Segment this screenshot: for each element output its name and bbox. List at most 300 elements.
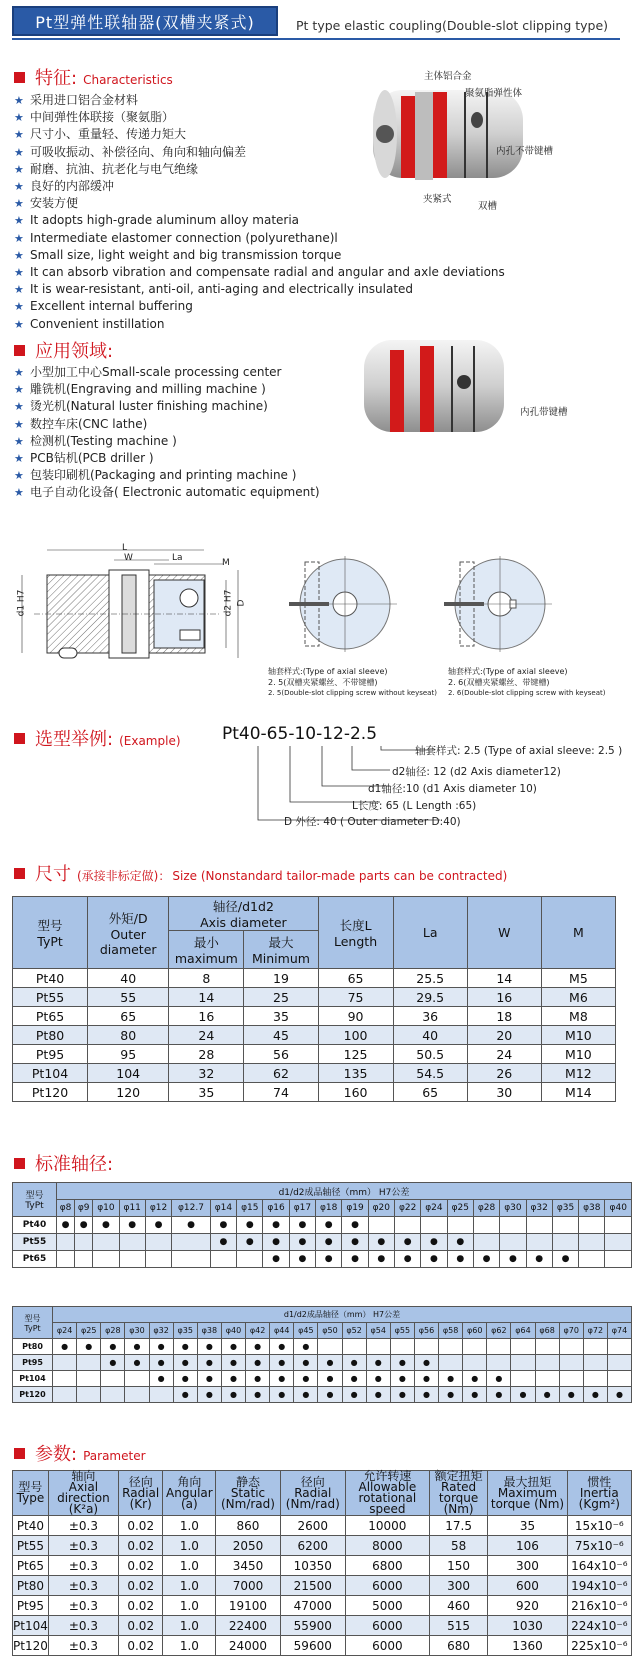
bore-available-dot: ● — [221, 1371, 245, 1387]
bore-cell — [463, 1339, 487, 1355]
bore-available-dot: ● — [149, 1355, 173, 1371]
table-row — [13, 1371, 632, 1387]
bore-cell — [526, 1217, 552, 1234]
bore-available-dot: ● — [77, 1339, 101, 1355]
table-cell: M10 — [541, 1045, 615, 1064]
dim-d1: d1 H7 — [16, 589, 27, 617]
list-item-text: Small size, light weight and big transmission torque — [30, 247, 342, 262]
star-icon: ★ — [14, 400, 24, 414]
bore-cell — [53, 1371, 77, 1387]
example-heading — [14, 725, 181, 751]
bore-available-dot: ● — [93, 1217, 119, 1234]
bore-available-dot: ● — [221, 1387, 245, 1403]
bore-cell — [535, 1339, 559, 1355]
star-icon: ★ — [14, 266, 24, 280]
table-cell: 65 — [393, 1083, 467, 1102]
bore-cell — [535, 1355, 559, 1371]
list-item-text: 尺寸小、重量轻、传递力矩大 — [30, 127, 187, 142]
star-icon: ★ — [14, 469, 24, 483]
star-icon: ★ — [14, 231, 24, 245]
sleeve-diagram-2-6 — [440, 556, 560, 656]
table-cell: ±0.3 — [48, 1616, 118, 1636]
header-en: Allowable rotational speed — [358, 1480, 417, 1516]
table-cell: M10 — [541, 1026, 615, 1045]
dimensions-note-en: Size (Nonstandard tailor-made parts can be contracted) — [172, 869, 508, 883]
header-en: Axial direction (K²a) — [57, 1480, 110, 1516]
bore-col-header: φ72 — [583, 1323, 607, 1339]
table-cell: 2050 — [216, 1536, 280, 1556]
bore-available-dot: ● — [294, 1339, 318, 1355]
header-en: Type — [16, 1491, 45, 1505]
table-cell: 2600 — [280, 1516, 345, 1536]
list-item — [14, 450, 320, 467]
bore-cell — [552, 1234, 578, 1251]
table-cell: 8000 — [345, 1536, 429, 1556]
table-cell: 80 — [88, 1026, 169, 1045]
bore-cell — [439, 1339, 463, 1355]
table-cell: 224x10⁻⁶ — [567, 1616, 631, 1636]
header-cn: 额定扭矩 — [434, 1469, 483, 1483]
header-cn: 外矩/D — [108, 910, 148, 926]
bore-col-header: φ25 — [447, 1200, 473, 1217]
table-cell: 515 — [429, 1616, 487, 1636]
bore-available-dot: ● — [263, 1234, 289, 1251]
bore-available-dot: ● — [197, 1339, 221, 1355]
bore-available-dot: ● — [210, 1234, 236, 1251]
bore-available-dot: ● — [246, 1371, 270, 1387]
col-max — [244, 931, 318, 969]
bore-available-dot: ● — [487, 1371, 511, 1387]
bore-available-dot: ● — [607, 1387, 631, 1403]
header-cn: 最小 — [193, 935, 219, 950]
table-cell: 6000 — [345, 1616, 429, 1636]
title-divider — [12, 38, 620, 40]
table-cell: 56 — [244, 1045, 318, 1064]
bore-available-dot: ● — [210, 1217, 236, 1234]
table-row — [13, 1387, 632, 1403]
header-en: maximum — [174, 951, 238, 966]
list-item-text: Intermediate elastomer connection (polyurethane)l — [30, 230, 338, 245]
bore-available-dot: ● — [447, 1234, 473, 1251]
bore-cell — [439, 1355, 463, 1371]
bore-cell — [394, 1217, 420, 1234]
col-model — [13, 1183, 57, 1217]
table-cell: 24 — [467, 1045, 541, 1064]
bore-cell — [237, 1251, 263, 1268]
bore-available-dot: ● — [366, 1355, 390, 1371]
list-item — [14, 212, 505, 229]
row-model: Pt95 — [13, 1355, 53, 1371]
star-icon: ★ — [14, 486, 24, 500]
header-cn: 轴径/d1d2 — [212, 899, 274, 914]
bore-col-header: φ9 — [75, 1200, 93, 1217]
table-row — [13, 969, 616, 988]
table-cell: ±0.3 — [48, 1636, 118, 1656]
table-cell: 1.0 — [163, 1596, 216, 1616]
list-item — [14, 281, 505, 298]
table-cell: 125 — [318, 1045, 393, 1064]
table-cell: Pt40 — [13, 969, 88, 988]
bore-col-header: φ35 — [552, 1200, 578, 1217]
bores-header-2: d1/d2成品轴径（mm） H7公差 — [53, 1307, 632, 1323]
bore-cell — [607, 1371, 631, 1387]
bore-available-dot: ● — [101, 1339, 125, 1355]
table-row — [13, 1536, 632, 1556]
bore-available-dot: ● — [246, 1355, 270, 1371]
star-icon: ★ — [14, 283, 24, 297]
bore-col-header: φ10 — [93, 1200, 119, 1217]
bores-title: 标准轴径: — [35, 1154, 114, 1175]
table-cell: 6800 — [345, 1556, 429, 1576]
bore-col-header: φ64 — [511, 1323, 535, 1339]
table-cell: 7000 — [216, 1576, 280, 1596]
table-row — [13, 1064, 616, 1083]
page-subtitle: Pt type elastic coupling(Double-slot clipping type) — [296, 18, 609, 33]
bore-available-dot: ● — [552, 1251, 578, 1268]
coupling-image-middle — [360, 336, 510, 436]
list-item-text: Excellent internal buffering — [30, 299, 193, 314]
bore-cell — [487, 1339, 511, 1355]
table-cell: 95 — [88, 1045, 169, 1064]
table-row — [13, 1007, 616, 1026]
table-cell: 1.0 — [163, 1576, 216, 1596]
table-cell: 62 — [244, 1064, 318, 1083]
bore-available-dot: ● — [368, 1251, 394, 1268]
bore-cell — [500, 1217, 526, 1234]
col-model — [13, 1307, 53, 1339]
table-cell: 120 — [88, 1083, 169, 1102]
header-en: Maximum torque (Nm) — [490, 1485, 565, 1511]
bore-cell — [511, 1371, 535, 1387]
param-col-header — [567, 1471, 631, 1516]
application-heading — [14, 337, 113, 363]
bore-cell — [583, 1355, 607, 1371]
bore-available-dot: ● — [342, 1371, 366, 1387]
star-icon: ★ — [14, 434, 24, 448]
dim-d2: d2 H7 — [223, 589, 234, 617]
star-icon: ★ — [14, 180, 24, 194]
bore-available-dot: ● — [500, 1251, 526, 1268]
bore-col-header: φ58 — [439, 1323, 463, 1339]
bore-available-dot: ● — [559, 1387, 583, 1403]
table-cell: ±0.3 — [48, 1516, 118, 1536]
table-cell: 36 — [393, 1007, 467, 1026]
example-title: 选型举例: — [35, 729, 114, 750]
list-item — [14, 416, 320, 433]
bore-cell — [149, 1387, 173, 1403]
list-item — [14, 467, 320, 484]
param-col-header — [163, 1471, 216, 1516]
list-item-text: Convenient instillation — [30, 316, 165, 331]
bore-col-header: φ40 — [221, 1323, 245, 1339]
sleeve-caption-line: 2. 5(Double-slot clipping screw without keyseat) — [268, 689, 437, 697]
list-item-text: 电子自动化设备( Electronic automatic equipment) — [30, 485, 320, 500]
table-cell: M12 — [541, 1064, 615, 1083]
dim-W: W — [124, 553, 133, 563]
bore-cell — [172, 1251, 211, 1268]
header-cn: 角向 — [177, 1474, 202, 1489]
table-cell: 160 — [318, 1083, 393, 1102]
header-cn: 径向 — [300, 1474, 325, 1489]
table-cell: 54.5 — [393, 1064, 467, 1083]
bores-heading — [14, 1150, 113, 1176]
header-en: Radial (Nm/rad) — [285, 1485, 340, 1511]
list-item — [14, 298, 505, 315]
bore-cell — [559, 1355, 583, 1371]
bore-cell — [607, 1339, 631, 1355]
param-col-header — [429, 1471, 487, 1516]
bore-col-header: φ70 — [559, 1323, 583, 1339]
bore-col-header: φ55 — [390, 1323, 414, 1339]
header-en: Radial (Kr) — [122, 1485, 160, 1511]
bore-cell — [210, 1251, 236, 1268]
list-item — [14, 247, 505, 264]
bore-available-dot: ● — [289, 1217, 315, 1234]
bore-available-dot: ● — [526, 1251, 552, 1268]
table-row — [13, 1576, 632, 1596]
table-row — [13, 1083, 616, 1102]
callout-elastomer: 聚氨脂弹性体 — [465, 88, 523, 99]
bore-cell — [559, 1371, 583, 1387]
bore-available-dot: ● — [270, 1371, 294, 1387]
table-cell: 35 — [244, 1007, 318, 1026]
table-cell: 1.0 — [163, 1556, 216, 1576]
bore-cell — [583, 1371, 607, 1387]
bore-available-dot: ● — [318, 1387, 342, 1403]
table-cell: 225x10⁻⁶ — [567, 1636, 631, 1656]
bore-available-dot: ● — [149, 1371, 173, 1387]
table-cell: 216x10⁻⁶ — [567, 1596, 631, 1616]
callout-slot: 双槽 — [478, 201, 498, 212]
col-min — [169, 931, 244, 969]
table-cell: 20 — [467, 1026, 541, 1045]
bore-col-header: φ50 — [318, 1323, 342, 1339]
bore-cell — [607, 1355, 631, 1371]
param-col-header — [488, 1471, 567, 1516]
list-item — [14, 316, 505, 333]
sleeve-caption-2-5 — [268, 666, 437, 699]
section-marker — [14, 345, 25, 356]
list-item-text: 雕铣机(Engraving and milling machine ) — [30, 382, 266, 397]
bore-cell — [75, 1251, 93, 1268]
table-cell: Pt95 — [13, 1596, 49, 1616]
star-icon: ★ — [14, 214, 24, 228]
bore-available-dot: ● — [237, 1217, 263, 1234]
dimensions-note-cn: (承接非标定做)： — [77, 869, 171, 883]
section-marker — [14, 733, 25, 744]
bore-available-dot: ● — [366, 1387, 390, 1403]
table-cell: Pt55 — [13, 1536, 49, 1556]
table-cell: Pt55 — [13, 988, 88, 1007]
header-cn: 静态 — [235, 1474, 260, 1489]
bore-cell — [53, 1355, 77, 1371]
table-row — [13, 1636, 632, 1656]
bore-available-dot: ● — [414, 1387, 438, 1403]
table-cell: 22400 — [216, 1616, 280, 1636]
params-heading — [14, 1440, 146, 1466]
table-cell: 14 — [169, 988, 244, 1007]
table-cell: M6 — [541, 988, 615, 1007]
bore-cell — [487, 1355, 511, 1371]
bore-col-header: φ32 — [149, 1323, 173, 1339]
table-row — [13, 1516, 632, 1536]
table-cell: 150 — [429, 1556, 487, 1576]
list-item-text: It adopts high-grade aluminum alloy materia — [30, 213, 300, 228]
bore-col-header: φ25 — [77, 1323, 101, 1339]
dimensions-heading — [14, 860, 507, 886]
bore-available-dot: ● — [316, 1217, 342, 1234]
table-cell: 0.02 — [118, 1636, 163, 1656]
list-item-text: 安装方便 — [30, 196, 79, 211]
bore-cell — [145, 1234, 171, 1251]
bore-available-dot: ● — [246, 1387, 270, 1403]
header-en: Static (Nm/rad) — [220, 1485, 275, 1511]
section-marker — [14, 1158, 25, 1169]
header-en: TyPt — [24, 1323, 41, 1333]
param-col-header — [13, 1471, 49, 1516]
table-cell: 0.02 — [118, 1516, 163, 1536]
application-title: 应用领域: — [35, 341, 114, 362]
bore-col-header: φ24 — [53, 1323, 77, 1339]
page-title: Pt型弹性联轴器(双槽夹紧式) — [12, 6, 278, 36]
table-cell: 19100 — [216, 1596, 280, 1616]
callout-keyseat: 内孔带键槽 — [520, 407, 568, 418]
bore-col-header: φ35 — [173, 1323, 197, 1339]
bore-available-dot: ● — [342, 1217, 368, 1234]
bore-col-header: φ18 — [316, 1200, 342, 1217]
bore-cell — [473, 1217, 499, 1234]
header-en: Rated torque (Nm) — [438, 1480, 479, 1516]
table-row — [13, 1556, 632, 1576]
table-cell: 30 — [467, 1083, 541, 1102]
table-row — [13, 1339, 632, 1355]
table-cell: 16 — [169, 1007, 244, 1026]
bore-available-dot: ● — [145, 1217, 171, 1234]
param-col-header — [48, 1471, 118, 1516]
bore-available-dot: ● — [421, 1234, 447, 1251]
bore-available-dot: ● — [439, 1371, 463, 1387]
header-en: Inertia (Kgm²) — [578, 1485, 620, 1511]
bore-cell — [526, 1234, 552, 1251]
table-cell: 17.5 — [429, 1516, 487, 1536]
example-note-sleeve: 轴套样式: 2.5 (Type of axial sleeve: 2.5 ) — [415, 745, 623, 757]
table-cell: 65 — [88, 1007, 169, 1026]
bore-cell — [579, 1251, 605, 1268]
bore-available-dot: ● — [197, 1387, 221, 1403]
table-cell: ±0.3 — [48, 1536, 118, 1556]
col-outer — [88, 897, 169, 969]
bore-cell — [77, 1355, 101, 1371]
star-icon: ★ — [14, 197, 24, 211]
table-cell: 16 — [467, 988, 541, 1007]
features-title-en: Characteristics — [83, 73, 173, 87]
star-icon: ★ — [14, 111, 24, 125]
bore-col-header: φ68 — [535, 1323, 559, 1339]
list-item-text: 烫光机(Natural luster finishing machine) — [30, 399, 268, 414]
table-cell: M8 — [541, 1007, 615, 1026]
bore-cell — [414, 1339, 438, 1355]
table-cell: 24 — [169, 1026, 244, 1045]
example-code: Pt40-65-10-12-2.5 — [222, 724, 378, 744]
table-cell: 6200 — [280, 1536, 345, 1556]
col-La: La — [393, 897, 467, 969]
bore-available-dot: ● — [125, 1339, 149, 1355]
bore-available-dot: ● — [535, 1387, 559, 1403]
table-row — [13, 1234, 632, 1251]
bore-col-header: φ17 — [289, 1200, 315, 1217]
table-cell: 55 — [88, 988, 169, 1007]
col-M: M — [541, 897, 615, 969]
header-en: Length — [334, 934, 378, 949]
table-cell: 24000 — [216, 1636, 280, 1656]
bore-col-header: φ38 — [197, 1323, 221, 1339]
list-item — [14, 264, 505, 281]
bore-col-header: φ11 — [119, 1200, 145, 1217]
sleeve-caption-line: 轴套样式:(Type of axial sleeve) — [268, 667, 388, 676]
star-icon: ★ — [14, 383, 24, 397]
table-cell: ±0.3 — [48, 1596, 118, 1616]
table-cell: 90 — [318, 1007, 393, 1026]
list-item-text: 检测机(Testing machine ) — [30, 433, 177, 448]
table-cell: 28 — [169, 1045, 244, 1064]
header-cn: 型号 — [37, 918, 63, 933]
table-cell: 58 — [429, 1536, 487, 1556]
table-row — [13, 1026, 616, 1045]
bore-available-dot: ● — [263, 1217, 289, 1234]
bore-cell — [342, 1339, 366, 1355]
bore-col-header: φ15 — [237, 1200, 263, 1217]
bore-cell — [535, 1371, 559, 1387]
header-en: Minimum — [252, 951, 310, 966]
bore-cell — [57, 1234, 75, 1251]
list-item — [14, 230, 505, 247]
table-cell: 26 — [467, 1064, 541, 1083]
bore-cell — [473, 1234, 499, 1251]
list-item-text: 包装印刷机(Packaging and printing machine ) — [30, 468, 297, 483]
bore-cell — [559, 1339, 583, 1355]
header-en: Outer diameter — [99, 926, 157, 957]
star-icon: ★ — [14, 417, 24, 431]
bore-col-header: φ24 — [421, 1200, 447, 1217]
sleeve-caption-line: 轴套样式:(Type of axial sleeve) — [448, 667, 568, 676]
bore-col-header: φ74 — [607, 1323, 631, 1339]
application-list — [14, 364, 320, 502]
bore-cell — [57, 1251, 75, 1268]
bore-cell — [93, 1234, 119, 1251]
row-model: Pt104 — [13, 1371, 53, 1387]
bore-col-header: φ54 — [366, 1323, 390, 1339]
bore-col-header: φ60 — [463, 1323, 487, 1339]
list-item-text: 可吸收振动、补偿径向、角向和轴向偏差 — [30, 144, 247, 159]
param-col-header — [280, 1471, 345, 1516]
bore-available-dot: ● — [318, 1371, 342, 1387]
bore-available-dot: ● — [487, 1387, 511, 1403]
dimensions-title: 尺寸 — [35, 864, 71, 885]
bore-available-dot: ● — [289, 1234, 315, 1251]
table-cell: 40 — [88, 969, 169, 988]
table-cell: Pt40 — [13, 1516, 49, 1536]
table-cell: Pt120 — [13, 1083, 88, 1102]
row-model: Pt120 — [13, 1387, 53, 1403]
star-icon: ★ — [14, 452, 24, 466]
table-cell: 164x10⁻⁶ — [567, 1556, 631, 1576]
bore-available-dot: ● — [511, 1387, 535, 1403]
table-row — [13, 988, 616, 1007]
bore-col-header: φ32 — [526, 1200, 552, 1217]
bore-available-dot: ● — [318, 1355, 342, 1371]
table-cell: 100 — [318, 1026, 393, 1045]
header-cn: 型号 — [24, 1313, 41, 1323]
